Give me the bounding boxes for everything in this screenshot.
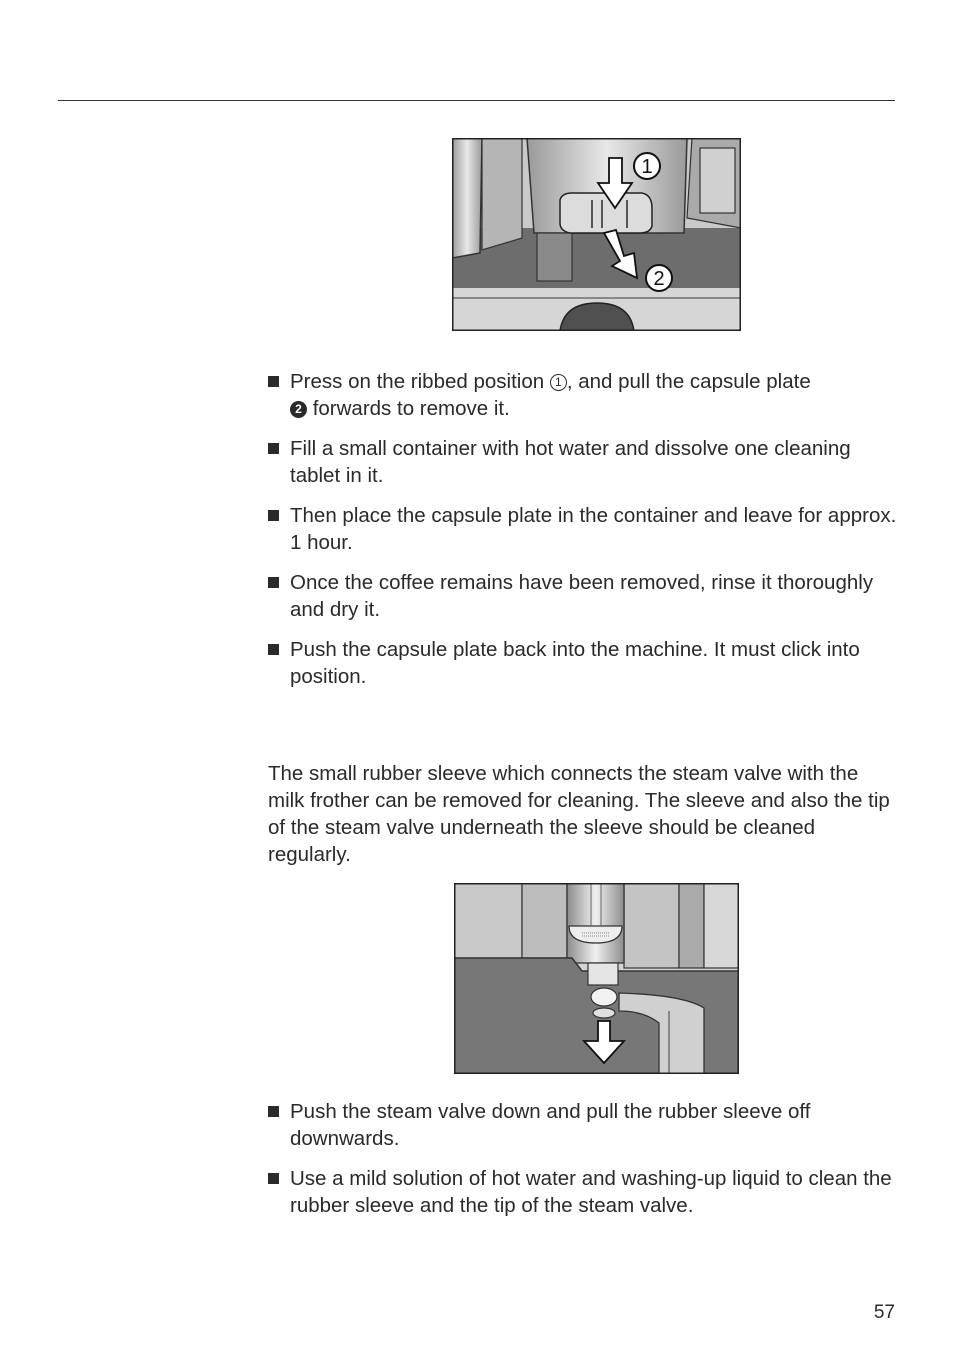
list-item [268,368,898,422]
capsule-plate-instructions [268,368,898,703]
rubber-sleeve-paragraph: The small rubber sleeve which connects the steam valve with the milk frother can be removed for cleaning. The sleeve and also the tip of the steam valve underneath the sleeve should be cleaned regularly. [268,762,890,866]
bullet-square-icon [268,510,279,521]
list-item [268,1165,898,1219]
bullet-square-icon [268,376,279,387]
header-rule [58,100,895,101]
steam-valve-illustration [454,883,739,1074]
bullet-square-icon [268,577,279,588]
item-text-part: Press on the ribbed position [290,370,550,393]
item-text: Push the capsule plate back into the machine. It must click into position. [290,638,860,688]
bullet-square-icon [268,443,279,454]
page-number: 57 [873,1302,895,1323]
item-text-part: , and pull the capsule plate [566,370,811,393]
list-item [268,569,898,623]
bullet-square-icon [268,1173,279,1184]
item-text: Use a mild solution of hot water and washing-up liquid to clean the rubber sleeve and the tip of the steam valve. [290,1167,892,1217]
callout-1: 1 [641,156,653,178]
list-item [268,1098,898,1152]
item-text: Once the coffee remains have been removed, rinse it thoroughly and dry it. [290,571,874,621]
list-item [268,636,898,690]
sleeve-cleaning-instructions [268,1098,898,1232]
capsule-plate-illustration [452,138,741,331]
list-item [268,502,898,556]
item-text: Push the steam valve down and pull the rubber sleeve off downwards. [290,1100,811,1150]
callout-2: 2 [653,268,665,290]
circled-number-1-icon: 1 [550,374,567,391]
circled-number-2-icon: 2 [290,401,307,418]
bullet-square-icon [268,1106,279,1117]
item-text: Fill a small container with hot water and dissolve one cleaning tablet in it. [290,437,851,487]
list-item [268,435,898,489]
item-text-part: forwards to remove it. [307,397,510,420]
item-text: Then place the capsule plate in the container and leave for approx. 1 hour. [290,504,897,554]
bullet-square-icon [268,644,279,655]
